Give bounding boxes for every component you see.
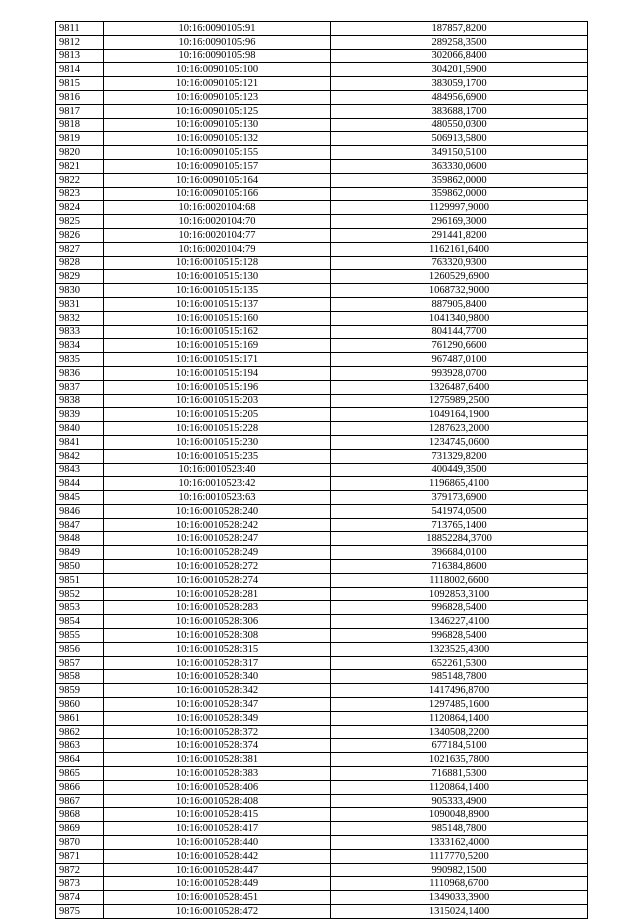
table-row xyxy=(56,711,588,725)
cadastral-number-cell: 10:16:0010528:317 xyxy=(104,656,331,670)
cadastral-number-cell: 10:16:0090105:91 xyxy=(104,22,331,36)
cadastral-number-cell: 10:16:0020104:70 xyxy=(104,215,331,229)
table-row xyxy=(56,532,588,546)
row-number-cell: 9817 xyxy=(56,104,104,118)
table-row xyxy=(56,132,588,146)
table-row xyxy=(56,118,588,132)
cadastral-value-cell: 1068732,9000 xyxy=(331,284,588,298)
cadastral-number-cell: 10:16:0010515:230 xyxy=(104,435,331,449)
cadastral-value-cell: 1326487,6400 xyxy=(331,380,588,394)
table-row xyxy=(56,270,588,284)
table-row xyxy=(56,228,588,242)
cadastral-number-cell: 10:16:0010528:440 xyxy=(104,836,331,850)
cadastral-number-cell: 10:16:0010515:130 xyxy=(104,270,331,284)
row-number-cell: 9844 xyxy=(56,477,104,491)
cadastral-value-cell: 302066,8400 xyxy=(331,49,588,63)
row-number-cell: 9835 xyxy=(56,353,104,367)
cadastral-number-cell: 10:16:0010528:308 xyxy=(104,629,331,643)
table-row xyxy=(56,394,588,408)
table-row xyxy=(56,449,588,463)
table-row xyxy=(56,325,588,339)
cadastral-value-cell: 1196865,4100 xyxy=(331,477,588,491)
row-number-cell: 9875 xyxy=(56,905,104,919)
cadastral-number-cell: 10:16:0010528:447 xyxy=(104,863,331,877)
cadastral-number-cell: 10:16:0090105:125 xyxy=(104,104,331,118)
row-number-cell: 9869 xyxy=(56,822,104,836)
table-row xyxy=(56,615,588,629)
cadastral-number-cell: 10:16:0010528:383 xyxy=(104,767,331,781)
cadastral-number-cell: 10:16:0010528:342 xyxy=(104,684,331,698)
table-row xyxy=(56,463,588,477)
cadastral-value-cell: 480550,0300 xyxy=(331,118,588,132)
cadastral-value-cell: 1049164,1900 xyxy=(331,408,588,422)
row-number-cell: 9831 xyxy=(56,297,104,311)
cadastral-number-cell: 10:16:0010528:472 xyxy=(104,905,331,919)
cadastral-number-cell: 10:16:0010528:249 xyxy=(104,546,331,560)
table-row xyxy=(56,560,588,574)
table-row xyxy=(56,698,588,712)
row-number-cell: 9830 xyxy=(56,284,104,298)
cadastral-number-cell: 10:16:0010528:372 xyxy=(104,725,331,739)
table-row xyxy=(56,49,588,63)
cadastral-value-cell: 1275989,2500 xyxy=(331,394,588,408)
table-row xyxy=(56,201,588,215)
row-number-cell: 9823 xyxy=(56,187,104,201)
table-row xyxy=(56,836,588,850)
table-row xyxy=(56,684,588,698)
row-number-cell: 9834 xyxy=(56,339,104,353)
cadastral-number-cell: 10:16:0010528:449 xyxy=(104,877,331,891)
row-number-cell: 9842 xyxy=(56,449,104,463)
cadastral-number-cell: 10:16:0020104:77 xyxy=(104,228,331,242)
table-row xyxy=(56,159,588,173)
cadastral-number-cell: 10:16:0010515:194 xyxy=(104,366,331,380)
cadastral-value-cell: 1323525,4300 xyxy=(331,642,588,656)
row-number-cell: 9837 xyxy=(56,380,104,394)
cadastral-value-cell: 996828,5400 xyxy=(331,629,588,643)
cadastral-number-cell: 10:16:0010528:281 xyxy=(104,587,331,601)
cadastral-number-cell: 10:16:0010515:160 xyxy=(104,311,331,325)
cadastral-value-cell: 187857,8200 xyxy=(331,22,588,36)
row-number-cell: 9865 xyxy=(56,767,104,781)
table-row xyxy=(56,601,588,615)
cadastral-value-cell: 1315024,1400 xyxy=(331,905,588,919)
row-number-cell: 9854 xyxy=(56,615,104,629)
table-row xyxy=(56,256,588,270)
cadastral-number-cell: 10:16:0010515:171 xyxy=(104,353,331,367)
row-number-cell: 9819 xyxy=(56,132,104,146)
row-number-cell: 9829 xyxy=(56,270,104,284)
cadastral-value-cell: 296169,3000 xyxy=(331,215,588,229)
cadastral-number-cell: 10:16:0010515:205 xyxy=(104,408,331,422)
row-number-cell: 9858 xyxy=(56,670,104,684)
row-number-cell: 9840 xyxy=(56,422,104,436)
cadastral-number-cell: 10:16:0010515:203 xyxy=(104,394,331,408)
cadastral-value-cell: 1417496,8700 xyxy=(331,684,588,698)
table-row xyxy=(56,822,588,836)
table-row xyxy=(56,187,588,201)
cadastral-value-cell: 1120864,1400 xyxy=(331,780,588,794)
cadastral-value-cell: 1297485,1600 xyxy=(331,698,588,712)
cadastral-value-cell: 652261,5300 xyxy=(331,656,588,670)
cadastral-value-cell: 967487,0100 xyxy=(331,353,588,367)
table-row xyxy=(56,629,588,643)
cadastral-number-cell: 10:16:0010528:417 xyxy=(104,822,331,836)
table-row xyxy=(56,808,588,822)
cadastral-value-cell: 1234745,0600 xyxy=(331,435,588,449)
cadastral-number-cell: 10:16:0010528:349 xyxy=(104,711,331,725)
cadastral-number-cell: 10:16:0010515:228 xyxy=(104,422,331,436)
table-row xyxy=(56,242,588,256)
cadastral-value-cell: 996828,5400 xyxy=(331,601,588,615)
table-row xyxy=(56,573,588,587)
row-number-cell: 9853 xyxy=(56,601,104,615)
row-number-cell: 9850 xyxy=(56,560,104,574)
cadastral-value-cell: 383059,1700 xyxy=(331,77,588,91)
row-number-cell: 9859 xyxy=(56,684,104,698)
cadastral-value-cell: 484956,6900 xyxy=(331,90,588,104)
table-row xyxy=(56,546,588,560)
cadastral-number-cell: 10:16:0010528:240 xyxy=(104,504,331,518)
cadastral-number-cell: 10:16:0010523:63 xyxy=(104,491,331,505)
row-number-cell: 9815 xyxy=(56,77,104,91)
cadastral-value-cell: 396684,0100 xyxy=(331,546,588,560)
cadastral-value-cell: 349150,5100 xyxy=(331,146,588,160)
row-number-cell: 9868 xyxy=(56,808,104,822)
cadastral-number-cell: 10:16:0090105:130 xyxy=(104,118,331,132)
row-number-cell: 9863 xyxy=(56,739,104,753)
table-row xyxy=(56,366,588,380)
cadastral-number-cell: 10:16:0010515:128 xyxy=(104,256,331,270)
cadastral-value-cell: 359862,0000 xyxy=(331,173,588,187)
table-row xyxy=(56,767,588,781)
cadastral-number-cell: 10:16:0090105:164 xyxy=(104,173,331,187)
cadastral-value-cell: 763320,9300 xyxy=(331,256,588,270)
row-number-cell: 9824 xyxy=(56,201,104,215)
cadastral-number-cell: 10:16:0090105:121 xyxy=(104,77,331,91)
cadastral-value-cell: 985148,7800 xyxy=(331,670,588,684)
table-row xyxy=(56,146,588,160)
row-number-cell: 9845 xyxy=(56,491,104,505)
cadastral-number-cell: 10:16:0010528:442 xyxy=(104,849,331,863)
cadastral-value-cell: 993928,0700 xyxy=(331,366,588,380)
cadastral-number-cell: 10:16:0010515:135 xyxy=(104,284,331,298)
table-row xyxy=(56,90,588,104)
row-number-cell: 9846 xyxy=(56,504,104,518)
cadastral-number-cell: 10:16:0090105:96 xyxy=(104,35,331,49)
cadastral-number-cell: 10:16:0020104:68 xyxy=(104,201,331,215)
cadastral-number-cell: 10:16:0090105:166 xyxy=(104,187,331,201)
cadastral-value-cell: 541974,0500 xyxy=(331,504,588,518)
cadastral-number-cell: 10:16:0090105:100 xyxy=(104,63,331,77)
cadastral-value-cell: 1287623,2000 xyxy=(331,422,588,436)
cadastral-number-cell: 10:16:0090105:157 xyxy=(104,159,331,173)
cadastral-value-cell: 1162161,6400 xyxy=(331,242,588,256)
row-number-cell: 9843 xyxy=(56,463,104,477)
cadastral-value-cell: 1120864,1400 xyxy=(331,711,588,725)
cadastral-number-cell: 10:16:0010515:137 xyxy=(104,297,331,311)
row-number-cell: 9849 xyxy=(56,546,104,560)
cadastral-number-cell: 10:16:0010528:451 xyxy=(104,891,331,905)
cadastral-value-cell: 506913,5800 xyxy=(331,132,588,146)
cadastral-value-cell: 1117770,5200 xyxy=(331,849,588,863)
cadastral-number-cell: 10:16:0010528:306 xyxy=(104,615,331,629)
row-number-cell: 9811 xyxy=(56,22,104,36)
cadastral-value-cell: 1349033,3900 xyxy=(331,891,588,905)
cadastral-number-cell: 10:16:0010528:242 xyxy=(104,518,331,532)
row-number-cell: 9862 xyxy=(56,725,104,739)
row-number-cell: 9822 xyxy=(56,173,104,187)
row-number-cell: 9821 xyxy=(56,159,104,173)
row-number-cell: 9832 xyxy=(56,311,104,325)
row-number-cell: 9856 xyxy=(56,642,104,656)
table-row xyxy=(56,656,588,670)
row-number-cell: 9827 xyxy=(56,242,104,256)
row-number-cell: 9861 xyxy=(56,711,104,725)
table-row xyxy=(56,104,588,118)
row-number-cell: 9864 xyxy=(56,753,104,767)
cadastral-value-cell: 1129997,9000 xyxy=(331,201,588,215)
row-number-cell: 9871 xyxy=(56,849,104,863)
row-number-cell: 9867 xyxy=(56,794,104,808)
row-number-cell: 9812 xyxy=(56,35,104,49)
row-number-cell: 9847 xyxy=(56,518,104,532)
table-row xyxy=(56,173,588,187)
table-row xyxy=(56,504,588,518)
cadastral-value-cell: 1333162,4000 xyxy=(331,836,588,850)
cadastral-value-cell: 677184,5100 xyxy=(331,739,588,753)
row-number-cell: 9866 xyxy=(56,780,104,794)
table-row xyxy=(56,518,588,532)
cadastral-value-cell: 359862,0000 xyxy=(331,187,588,201)
cadastral-number-cell: 10:16:0010515:169 xyxy=(104,339,331,353)
cadastral-value-cell: 716384,8600 xyxy=(331,560,588,574)
row-number-cell: 9820 xyxy=(56,146,104,160)
table-row xyxy=(56,284,588,298)
table-row xyxy=(56,642,588,656)
cadastral-value-cell: 1260529,6900 xyxy=(331,270,588,284)
table-row xyxy=(56,863,588,877)
table-row xyxy=(56,794,588,808)
table-row xyxy=(56,780,588,794)
cadastral-number-cell: 10:16:0010528:374 xyxy=(104,739,331,753)
table-row xyxy=(56,435,588,449)
cadastral-value-table xyxy=(55,21,588,919)
row-number-cell: 9838 xyxy=(56,394,104,408)
table-row xyxy=(56,587,588,601)
table-row xyxy=(56,35,588,49)
table-row xyxy=(56,422,588,436)
cadastral-value-cell: 383688,1700 xyxy=(331,104,588,118)
row-number-cell: 9814 xyxy=(56,63,104,77)
cadastral-value-cell: 289258,3500 xyxy=(331,35,588,49)
table-row xyxy=(56,77,588,91)
cadastral-value-cell: 1346227,4100 xyxy=(331,615,588,629)
row-number-cell: 9818 xyxy=(56,118,104,132)
table-row xyxy=(56,408,588,422)
cadastral-number-cell: 10:16:0010528:272 xyxy=(104,560,331,574)
cadastral-value-cell: 1041340,9800 xyxy=(331,311,588,325)
cadastral-number-cell: 10:16:0010528:315 xyxy=(104,642,331,656)
cadastral-value-cell: 379173,6900 xyxy=(331,491,588,505)
table-row xyxy=(56,849,588,863)
cadastral-number-cell: 10:16:0010515:196 xyxy=(104,380,331,394)
cadastral-number-cell: 10:16:0010528:347 xyxy=(104,698,331,712)
cadastral-value-cell: 18852284,3700 xyxy=(331,532,588,546)
cadastral-value-cell: 363330,0600 xyxy=(331,159,588,173)
table-row xyxy=(56,753,588,767)
cadastral-value-cell: 400449,3500 xyxy=(331,463,588,477)
table-row xyxy=(56,477,588,491)
row-number-cell: 9857 xyxy=(56,656,104,670)
table-row xyxy=(56,905,588,919)
cadastral-number-cell: 10:16:0010528:406 xyxy=(104,780,331,794)
cadastral-number-cell: 10:16:0010528:381 xyxy=(104,753,331,767)
cadastral-number-cell: 10:16:0010528:408 xyxy=(104,794,331,808)
table-row xyxy=(56,63,588,77)
row-number-cell: 9833 xyxy=(56,325,104,339)
row-number-cell: 9873 xyxy=(56,877,104,891)
cadastral-value-cell: 1110968,6700 xyxy=(331,877,588,891)
cadastral-number-cell: 10:16:0090105:123 xyxy=(104,90,331,104)
table-row xyxy=(56,297,588,311)
cadastral-number-cell: 10:16:0010515:235 xyxy=(104,449,331,463)
table-row xyxy=(56,215,588,229)
cadastral-value-cell: 1021635,7800 xyxy=(331,753,588,767)
table-row xyxy=(56,311,588,325)
cadastral-value-cell: 1090048,8900 xyxy=(331,808,588,822)
row-number-cell: 9836 xyxy=(56,366,104,380)
table-row xyxy=(56,380,588,394)
cadastral-value-cell: 1118002,6600 xyxy=(331,573,588,587)
cadastral-value-cell: 905333,4900 xyxy=(331,794,588,808)
table-row xyxy=(56,22,588,36)
cadastral-number-cell: 10:16:0010528:274 xyxy=(104,573,331,587)
cadastral-number-cell: 10:16:0090105:98 xyxy=(104,49,331,63)
cadastral-value-cell: 990982,1500 xyxy=(331,863,588,877)
cadastral-value-cell: 985148,7800 xyxy=(331,822,588,836)
row-number-cell: 9870 xyxy=(56,836,104,850)
table-row xyxy=(56,339,588,353)
cadastral-value-cell: 731329,8200 xyxy=(331,449,588,463)
table-row xyxy=(56,353,588,367)
row-number-cell: 9825 xyxy=(56,215,104,229)
cadastral-number-cell: 10:16:0090105:132 xyxy=(104,132,331,146)
cadastral-number-cell: 10:16:0010515:162 xyxy=(104,325,331,339)
cadastral-number-cell: 10:16:0010528:340 xyxy=(104,670,331,684)
cadastral-value-cell: 804144,7700 xyxy=(331,325,588,339)
row-number-cell: 9839 xyxy=(56,408,104,422)
cadastral-number-cell: 10:16:0010528:247 xyxy=(104,532,331,546)
table-body xyxy=(56,22,588,919)
table-row xyxy=(56,891,588,905)
row-number-cell: 9874 xyxy=(56,891,104,905)
cadastral-value-cell: 716881,5300 xyxy=(331,767,588,781)
row-number-cell: 9813 xyxy=(56,49,104,63)
cadastral-value-cell: 713765,1400 xyxy=(331,518,588,532)
cadastral-value-cell: 1340508,2200 xyxy=(331,725,588,739)
cadastral-value-cell: 304201,5900 xyxy=(331,63,588,77)
row-number-cell: 9855 xyxy=(56,629,104,643)
cadastral-number-cell: 10:16:0010523:40 xyxy=(104,463,331,477)
cadastral-value-cell: 1092853,3100 xyxy=(331,587,588,601)
row-number-cell: 9851 xyxy=(56,573,104,587)
table-row xyxy=(56,739,588,753)
row-number-cell: 9848 xyxy=(56,532,104,546)
cadastral-number-cell: 10:16:0010528:283 xyxy=(104,601,331,615)
table-row xyxy=(56,670,588,684)
cadastral-number-cell: 10:16:0020104:79 xyxy=(104,242,331,256)
row-number-cell: 9852 xyxy=(56,587,104,601)
cadastral-number-cell: 10:16:0010528:415 xyxy=(104,808,331,822)
row-number-cell: 9841 xyxy=(56,435,104,449)
cadastral-value-cell: 887905,8400 xyxy=(331,297,588,311)
cadastral-value-cell: 291441,8200 xyxy=(331,228,588,242)
table-row xyxy=(56,491,588,505)
row-number-cell: 9860 xyxy=(56,698,104,712)
row-number-cell: 9872 xyxy=(56,863,104,877)
row-number-cell: 9828 xyxy=(56,256,104,270)
row-number-cell: 9816 xyxy=(56,90,104,104)
cadastral-value-cell: 761290,6600 xyxy=(331,339,588,353)
row-number-cell: 9826 xyxy=(56,228,104,242)
cadastral-number-cell: 10:16:0010523:42 xyxy=(104,477,331,491)
cadastral-number-cell: 10:16:0090105:155 xyxy=(104,146,331,160)
table-row xyxy=(56,877,588,891)
table-row xyxy=(56,725,588,739)
